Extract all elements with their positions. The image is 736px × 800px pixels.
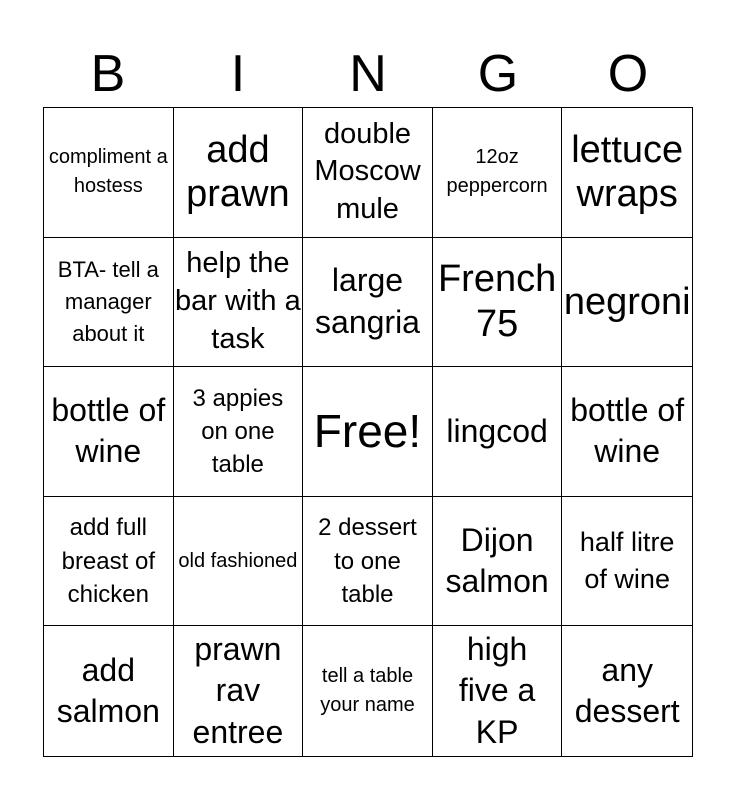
bingo-cell[interactable] <box>44 238 174 368</box>
bingo-cell[interactable] <box>303 626 433 756</box>
cell-text: BTA- tell a manager about it <box>57 257 159 346</box>
bingo-cell[interactable] <box>303 108 433 238</box>
bingo-cell[interactable] <box>174 108 304 238</box>
cell-text: lettuce wraps <box>571 128 684 216</box>
cell-text: high five a KP <box>458 630 536 750</box>
bingo-cell[interactable] <box>562 626 692 756</box>
header-letter-b: B <box>90 45 126 103</box>
bingo-cell[interactable] <box>562 108 692 238</box>
cell-text: Dijon salmon <box>445 521 549 600</box>
bingo-cell[interactable] <box>433 238 563 368</box>
cell-text: double Moscow mule <box>314 117 421 226</box>
header-letter-g: G <box>477 45 519 103</box>
bingo-cell[interactable] <box>433 367 563 497</box>
cell-text: large sangria <box>315 262 420 340</box>
bingo-cell[interactable] <box>174 367 304 497</box>
bingo-cell[interactable] <box>562 238 692 368</box>
cell-text: 2 dessert to one table <box>318 514 417 608</box>
bingo-cell[interactable] <box>303 497 433 627</box>
cell-text: Free! <box>313 405 422 458</box>
cell-text: French 75 <box>437 258 557 345</box>
bingo-cell[interactable] <box>433 497 563 627</box>
cell-text: add full breast of chicken <box>61 514 155 608</box>
bingo-header <box>43 44 693 104</box>
cell-text: prawn rav entree <box>192 630 284 750</box>
cell-text: negroni <box>563 280 691 323</box>
cell-text: lingcod <box>446 412 548 449</box>
cell-text: 12oz peppercorn <box>446 146 548 198</box>
bingo-cell[interactable] <box>433 626 563 756</box>
header-letter-o: O <box>607 45 649 103</box>
bingo-cell[interactable] <box>562 497 692 627</box>
cell-text: half litre of wine <box>579 526 675 595</box>
cell-text: bottle of wine <box>51 391 166 470</box>
bingo-cell[interactable] <box>433 108 563 238</box>
cell-text: add prawn <box>186 128 290 216</box>
cell-text: bottle of wine <box>570 391 685 470</box>
cell-text: add salmon <box>56 651 160 730</box>
cell-text: old fashioned <box>178 550 298 573</box>
bingo-cell[interactable] <box>174 497 304 627</box>
bingo-cell[interactable] <box>44 626 174 756</box>
bingo-cell[interactable] <box>303 238 433 368</box>
bingo-cell[interactable] <box>44 108 174 238</box>
bingo-board <box>43 107 693 757</box>
cell-text: any dessert <box>574 651 680 730</box>
bingo-cell[interactable] <box>174 626 304 756</box>
free-space[interactable] <box>303 367 433 497</box>
bingo-cell[interactable] <box>44 497 174 627</box>
cell-text: compliment a hostess <box>48 146 168 198</box>
bingo-cell[interactable] <box>562 367 692 497</box>
bingo-cell[interactable] <box>44 367 174 497</box>
header-letter-i: I <box>230 45 246 103</box>
cell-text: 3 appies on one table <box>192 384 284 479</box>
header-letter-n: N <box>349 45 387 103</box>
cell-text: help the bar with a task <box>175 247 301 355</box>
bingo-cell[interactable] <box>174 238 304 368</box>
cell-text: tell a table your name <box>320 665 415 717</box>
